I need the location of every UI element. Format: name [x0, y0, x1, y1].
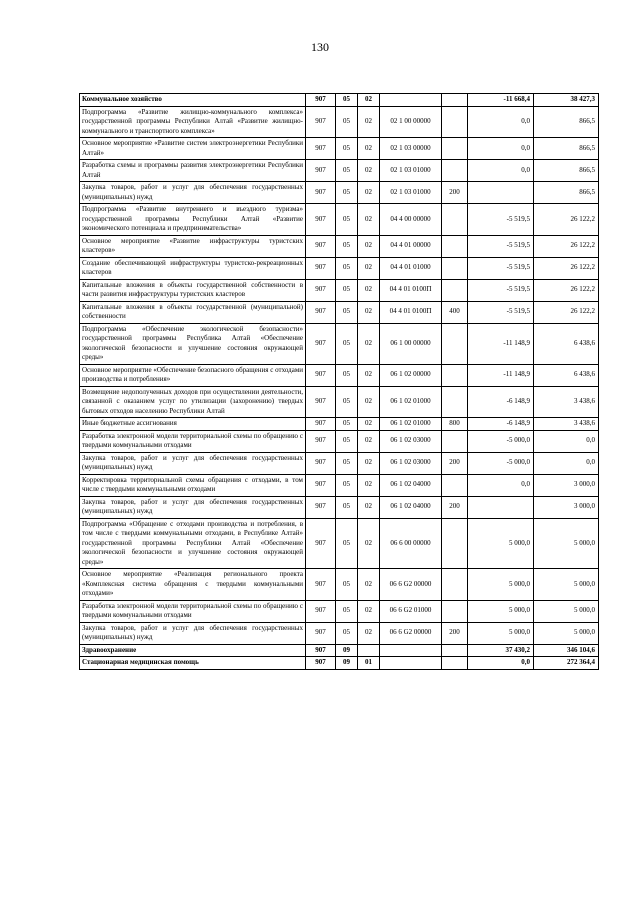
- change-amount-cell: [468, 496, 534, 518]
- table-row: [80, 569, 599, 601]
- subsection-code-cell: 02: [358, 518, 380, 569]
- table-row: [80, 657, 599, 670]
- target-article-cell: 06 1 02 03000: [380, 452, 442, 474]
- target-article-cell: 02 1 03 01000: [380, 182, 442, 204]
- subsection-code-cell: [358, 644, 380, 657]
- item-name-cell: Разработка схемы и программы развития электроэнергетики Республики Алтай: [80, 160, 306, 182]
- section-code-cell: 05: [336, 160, 358, 182]
- expense-type-cell: [442, 474, 468, 496]
- expense-type-cell: [442, 323, 468, 364]
- total-amount-cell: 26 122,2: [534, 257, 599, 279]
- total-amount-cell: 346 104,6: [534, 644, 599, 657]
- change-amount-cell: 37 430,2: [468, 644, 534, 657]
- admin-code-cell: 907: [306, 182, 336, 204]
- total-amount-cell: 3 000,0: [534, 496, 599, 518]
- subsection-code-cell: 02: [358, 622, 380, 644]
- total-amount-cell: 866,5: [534, 138, 599, 160]
- admin-code-cell: 907: [306, 138, 336, 160]
- change-amount-cell: -6 148,9: [468, 386, 534, 418]
- section-code-cell: 09: [336, 644, 358, 657]
- expense-type-cell: 800: [442, 418, 468, 431]
- admin-code-cell: 907: [306, 600, 336, 622]
- total-amount-cell: 38 427,3: [534, 94, 599, 107]
- target-article-cell: 06 6 00 00000: [380, 518, 442, 569]
- section-code-cell: 05: [336, 182, 358, 204]
- target-article-cell: 06 6 G2 00000: [380, 622, 442, 644]
- target-article-cell: [380, 94, 442, 107]
- change-amount-cell: -6 148,9: [468, 418, 534, 431]
- subsection-code-cell: 02: [358, 160, 380, 182]
- target-article-cell: 04 4 01 01000: [380, 257, 442, 279]
- total-amount-cell: 866,5: [534, 182, 599, 204]
- admin-code-cell: 907: [306, 569, 336, 601]
- subsection-code-cell: 02: [358, 430, 380, 452]
- table-row: [80, 386, 599, 418]
- change-amount-cell: -11 668,4: [468, 94, 534, 107]
- target-article-cell: [380, 657, 442, 670]
- total-amount-cell: 26 122,2: [534, 279, 599, 301]
- admin-code-cell: 907: [306, 301, 336, 323]
- expense-type-cell: [442, 235, 468, 257]
- target-article-cell: [380, 644, 442, 657]
- table-row: [80, 518, 599, 569]
- total-amount-cell: 866,5: [534, 160, 599, 182]
- target-article-cell: 04 4 01 0100П: [380, 301, 442, 323]
- item-name-cell: Подпрограмма «Развитие внутреннего и въездного туризма» государственной программы Республики Алтай «Развитие экономического потенциала и предпринимательства»: [80, 204, 306, 236]
- item-name-cell: Создание обеспечивающей инфраструктуры туристско-рекреационных кластеров: [80, 257, 306, 279]
- target-article-cell: 06 1 00 00000: [380, 323, 442, 364]
- subsection-code-cell: 02: [358, 204, 380, 236]
- expense-type-cell: [442, 644, 468, 657]
- item-name-cell: Основное мероприятие «Развитие инфраструктуры туристских кластеров»: [80, 235, 306, 257]
- subsection-code-cell: 02: [358, 418, 380, 431]
- total-amount-cell: 26 122,2: [534, 204, 599, 236]
- table-row: [80, 496, 599, 518]
- section-code-cell: 05: [336, 138, 358, 160]
- total-amount-cell: 6 438,6: [534, 323, 599, 364]
- section-code-cell: 05: [336, 622, 358, 644]
- change-amount-cell: [468, 182, 534, 204]
- admin-code-cell: 907: [306, 430, 336, 452]
- table-row: [80, 106, 599, 138]
- admin-code-cell: 907: [306, 204, 336, 236]
- change-amount-cell: -5 519,5: [468, 279, 534, 301]
- total-amount-cell: 0,0: [534, 452, 599, 474]
- table-row: [80, 323, 599, 364]
- subsection-code-cell: 02: [358, 496, 380, 518]
- total-amount-cell: 3 438,6: [534, 386, 599, 418]
- change-amount-cell: -5 000,0: [468, 452, 534, 474]
- section-code-cell: 05: [336, 301, 358, 323]
- expense-type-cell: [442, 138, 468, 160]
- target-article-cell: 06 1 02 01000: [380, 418, 442, 431]
- target-article-cell: 06 1 02 04000: [380, 474, 442, 496]
- change-amount-cell: -11 148,9: [468, 364, 534, 386]
- change-amount-cell: 0,0: [468, 657, 534, 670]
- total-amount-cell: 272 364,4: [534, 657, 599, 670]
- section-code-cell: 05: [336, 430, 358, 452]
- item-name-cell: Подпрограмма «Обеспечение экологической безопасности» государственной программы Республика Алтай «Обеспечение экологической безопасности и улучшение состояния окружающей среды»: [80, 323, 306, 364]
- section-code-cell: 05: [336, 452, 358, 474]
- admin-code-cell: 907: [306, 518, 336, 569]
- target-article-cell: 06 6 G2 00000: [380, 569, 442, 601]
- admin-code-cell: 907: [306, 644, 336, 657]
- change-amount-cell: 5 000,0: [468, 569, 534, 601]
- table-row: [80, 94, 599, 107]
- section-code-cell: 05: [336, 569, 358, 601]
- total-amount-cell: 5 000,0: [534, 518, 599, 569]
- target-article-cell: 02 1 00 00000: [380, 106, 442, 138]
- table-row: [80, 279, 599, 301]
- expense-type-cell: 200: [442, 496, 468, 518]
- table-row: [80, 418, 599, 431]
- budget-table-body: [80, 94, 599, 670]
- section-code-cell: 05: [336, 279, 358, 301]
- table-row: [80, 182, 599, 204]
- change-amount-cell: 0,0: [468, 160, 534, 182]
- section-code-cell: 05: [336, 386, 358, 418]
- change-amount-cell: -5 519,5: [468, 257, 534, 279]
- change-amount-cell: 5 000,0: [468, 600, 534, 622]
- expense-type-cell: [442, 657, 468, 670]
- target-article-cell: 04 4 01 00000: [380, 235, 442, 257]
- expense-type-cell: 400: [442, 301, 468, 323]
- change-amount-cell: -11 148,9: [468, 323, 534, 364]
- change-amount-cell: -5 519,5: [468, 204, 534, 236]
- expense-type-cell: [442, 279, 468, 301]
- item-name-cell: Возмещение недополученных доходов при осуществлении деятельности, связанной с оказанием услуг по утилизации (захоронению) твердых бытовых отходов населению Республики Алтай: [80, 386, 306, 418]
- page-number: 130: [311, 40, 329, 54]
- subsection-code-cell: 02: [358, 569, 380, 601]
- item-name-cell: Закупка товаров, работ и услуг для обеспечения государственных (муниципальных) нужд: [80, 452, 306, 474]
- item-name-cell: Капитальные вложения в объекты государственной (муниципальной) собственности: [80, 301, 306, 323]
- section-code-cell: 05: [336, 235, 358, 257]
- change-amount-cell: 5 000,0: [468, 518, 534, 569]
- change-amount-cell: -5 519,5: [468, 301, 534, 323]
- total-amount-cell: 866,5: [534, 106, 599, 138]
- item-name-cell: Здравоохранение: [80, 644, 306, 657]
- section-code-cell: 09: [336, 657, 358, 670]
- total-amount-cell: 3 000,0: [534, 474, 599, 496]
- item-name-cell: Разработка электронной модели территориальной схемы по обращению с твердыми коммунальными отходами: [80, 600, 306, 622]
- total-amount-cell: 26 122,2: [534, 235, 599, 257]
- subsection-code-cell: 02: [358, 600, 380, 622]
- item-name-cell: Подпрограмма «Обращение с отходами производства и потребления, в том числе с твердыми коммунальными отходами, в Республике Алтай» государственной программы Республики Алтай «Обеспечение экологической безопасности и улучшение состояния окружающей среды»: [80, 518, 306, 569]
- subsection-code-cell: 01: [358, 657, 380, 670]
- subsection-code-cell: 02: [358, 257, 380, 279]
- section-code-cell: 05: [336, 106, 358, 138]
- expense-type-cell: 200: [442, 622, 468, 644]
- expense-type-cell: [442, 94, 468, 107]
- section-code-cell: 05: [336, 323, 358, 364]
- subsection-code-cell: 02: [358, 452, 380, 474]
- item-name-cell: Стационарная медицинская помощь: [80, 657, 306, 670]
- total-amount-cell: 5 000,0: [534, 600, 599, 622]
- expense-type-cell: [442, 569, 468, 601]
- expense-type-cell: [442, 364, 468, 386]
- table-row: [80, 644, 599, 657]
- change-amount-cell: 0,0: [468, 138, 534, 160]
- subsection-code-cell: 02: [358, 279, 380, 301]
- subsection-code-cell: 02: [358, 94, 380, 107]
- change-amount-cell: 0,0: [468, 106, 534, 138]
- admin-code-cell: 907: [306, 657, 336, 670]
- section-code-cell: 05: [336, 94, 358, 107]
- subsection-code-cell: 02: [358, 364, 380, 386]
- subsection-code-cell: 02: [358, 323, 380, 364]
- admin-code-cell: 907: [306, 418, 336, 431]
- expense-type-cell: [442, 257, 468, 279]
- section-code-cell: 05: [336, 600, 358, 622]
- item-name-cell: Иные бюджетные ассигнования: [80, 418, 306, 431]
- subsection-code-cell: 02: [358, 386, 380, 418]
- change-amount-cell: 0,0: [468, 474, 534, 496]
- total-amount-cell: 5 000,0: [534, 622, 599, 644]
- target-article-cell: 04 4 01 0100П: [380, 279, 442, 301]
- total-amount-cell: 5 000,0: [534, 569, 599, 601]
- section-code-cell: 05: [336, 257, 358, 279]
- table-row: [80, 364, 599, 386]
- change-amount-cell: -5 000,0: [468, 430, 534, 452]
- item-name-cell: Закупка товаров, работ и услуг для обеспечения государственных (муниципальных) нужд: [80, 622, 306, 644]
- admin-code-cell: 907: [306, 235, 336, 257]
- admin-code-cell: 907: [306, 323, 336, 364]
- subsection-code-cell: 02: [358, 182, 380, 204]
- item-name-cell: Разработка электронной модели территориальной схемы по обращению с твердыми коммунальными отходами: [80, 430, 306, 452]
- admin-code-cell: 907: [306, 474, 336, 496]
- table-row: [80, 204, 599, 236]
- section-code-cell: 05: [336, 518, 358, 569]
- admin-code-cell: 907: [306, 622, 336, 644]
- target-article-cell: 06 1 02 01000: [380, 386, 442, 418]
- expense-type-cell: [442, 430, 468, 452]
- subsection-code-cell: 02: [358, 235, 380, 257]
- total-amount-cell: 3 438,6: [534, 418, 599, 431]
- item-name-cell: Закупка товаров, работ и услуг для обеспечения государственных (муниципальных) нужд: [80, 496, 306, 518]
- item-name-cell: Подпрограмма «Развитие жилищно-коммунального комплекса» государственной программы Республики Алтай «Развитие жилищно-коммунального и транспортного комплекса»: [80, 106, 306, 138]
- expense-type-cell: [442, 386, 468, 418]
- admin-code-cell: 907: [306, 364, 336, 386]
- item-name-cell: Основное мероприятие «Реализация регионального проекта «Комплексная система обращения с твердыми коммунальными отходами»: [80, 569, 306, 601]
- target-article-cell: 04 4 00 00000: [380, 204, 442, 236]
- total-amount-cell: 6 438,6: [534, 364, 599, 386]
- subsection-code-cell: 02: [358, 301, 380, 323]
- table-row: [80, 160, 599, 182]
- section-code-cell: 05: [336, 418, 358, 431]
- item-name-cell: Закупка товаров, работ и услуг для обеспечения государственных (муниципальных) нужд: [80, 182, 306, 204]
- admin-code-cell: 907: [306, 386, 336, 418]
- budget-table: [79, 93, 599, 670]
- item-name-cell: Капитальные вложения в объекты государственной собственности в части развития инфраструктуры туристских кластеров: [80, 279, 306, 301]
- total-amount-cell: 26 122,2: [534, 301, 599, 323]
- table-row: [80, 138, 599, 160]
- table-row: [80, 430, 599, 452]
- item-name-cell: Основное мероприятие «Развитие систем электроэнергетики Республики Алтай»: [80, 138, 306, 160]
- section-code-cell: 05: [336, 496, 358, 518]
- subsection-code-cell: 02: [358, 106, 380, 138]
- target-article-cell: 02 1 03 01000: [380, 160, 442, 182]
- admin-code-cell: 907: [306, 496, 336, 518]
- section-code-cell: 05: [336, 204, 358, 236]
- expense-type-cell: [442, 600, 468, 622]
- target-article-cell: 06 1 02 03000: [380, 430, 442, 452]
- change-amount-cell: -5 519,5: [468, 235, 534, 257]
- change-amount-cell: 5 000,0: [468, 622, 534, 644]
- expense-type-cell: 200: [442, 452, 468, 474]
- subsection-code-cell: 02: [358, 474, 380, 496]
- expense-type-cell: [442, 518, 468, 569]
- table-row: [80, 301, 599, 323]
- table-row: [80, 452, 599, 474]
- section-code-cell: 05: [336, 474, 358, 496]
- admin-code-cell: 907: [306, 257, 336, 279]
- table-row: [80, 622, 599, 644]
- admin-code-cell: 907: [306, 94, 336, 107]
- expense-type-cell: [442, 106, 468, 138]
- admin-code-cell: 907: [306, 452, 336, 474]
- target-article-cell: 06 6 G2 01000: [380, 600, 442, 622]
- expense-type-cell: [442, 204, 468, 236]
- table-row: [80, 235, 599, 257]
- subsection-code-cell: 02: [358, 138, 380, 160]
- item-name-cell: Корректировка территориальной схемы обращения с отходами, в том числе с твердыми коммунальными отходами: [80, 474, 306, 496]
- total-amount-cell: 0,0: [534, 430, 599, 452]
- admin-code-cell: 907: [306, 279, 336, 301]
- expense-type-cell: 200: [442, 182, 468, 204]
- admin-code-cell: 907: [306, 160, 336, 182]
- target-article-cell: 06 1 02 04000: [380, 496, 442, 518]
- admin-code-cell: 907: [306, 106, 336, 138]
- section-code-cell: 05: [336, 364, 358, 386]
- target-article-cell: 02 1 03 00000: [380, 138, 442, 160]
- item-name-cell: Коммунальное хозяйство: [80, 94, 306, 107]
- expense-type-cell: [442, 160, 468, 182]
- item-name-cell: Основное мероприятие «Обеспечение безопасного обращения с отходами производства и потребления»: [80, 364, 306, 386]
- table-row: [80, 474, 599, 496]
- table-row: [80, 257, 599, 279]
- target-article-cell: 06 1 02 00000: [380, 364, 442, 386]
- table-row: [80, 600, 599, 622]
